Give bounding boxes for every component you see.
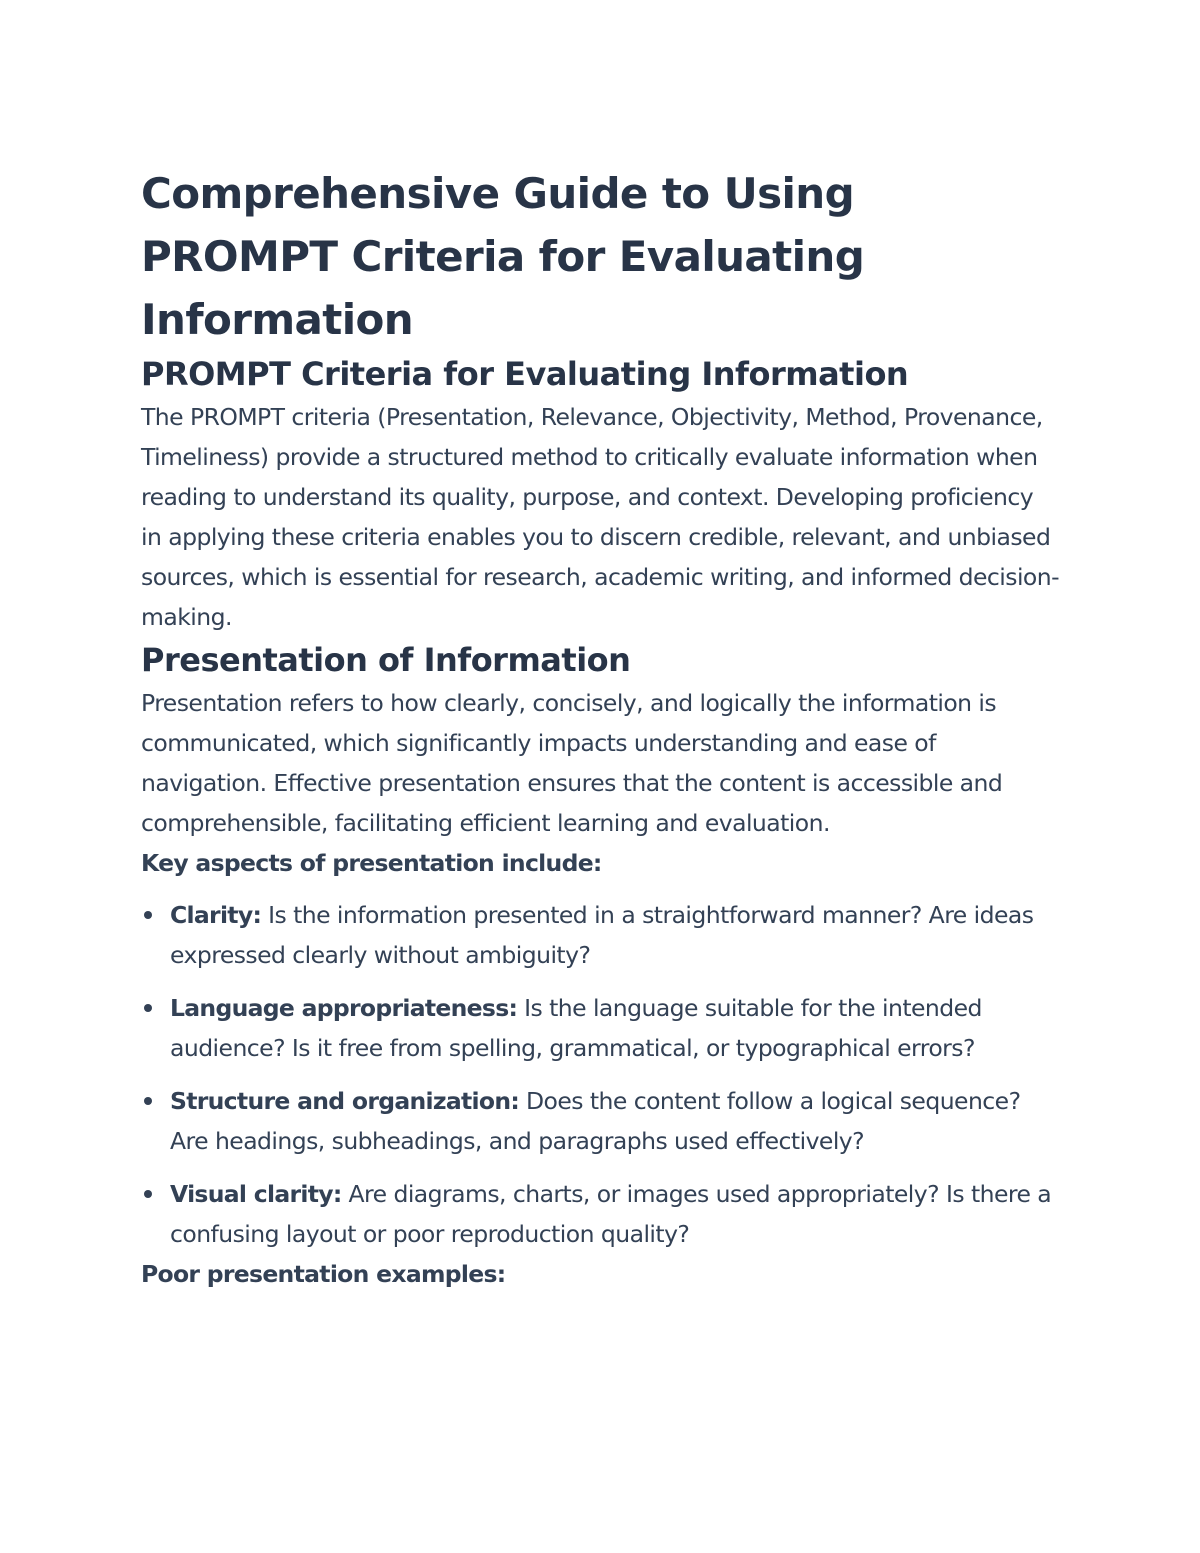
list-item [141,1081,1060,1161]
section-heading-prompt-criteria: PROMPT Criteria for Evaluating Information [141,355,909,393]
section-heading-presentation: Presentation of Information [141,641,631,679]
bullet-icon [144,1190,152,1198]
aspect-term: Structure and organization: [170,1087,520,1115]
presentation-paragraph: Presentation refers to how clearly, concisely, and logically the information is communicated, which significantly impacts understanding and ease of navigation. Effective presentation ensures that the content is accessible and comprehensible, facilitating efficient learning and evaluation. [141,689,1003,837]
aspect-description: Are diagrams, charts, or images used appropriately? Is there a confusing layout or poor reproduction quality? [170,1180,1052,1248]
key-aspects-list [141,895,1060,1254]
list-item [141,1174,1060,1254]
list-item [141,895,1060,975]
aspect-description: Is the language suitable for the intended audience? Is it free from spelling, grammatical, or typographical errors? [170,994,982,1062]
poor-examples-label: Poor presentation examples: [141,1260,506,1288]
intro-paragraph: The PROMPT criteria (Presentation, Relevance, Objectivity, Method, Provenance, Timeliness) provide a structured method to critically evaluate information when reading to understand its quality, purpose, and context. Developing proficiency in applying these criteria enables you to discern credible, relevant, and unbiased sources, which is essential for research, academic writing, and informed decision-making. [141,403,1060,631]
aspect-term: Clarity: [170,901,262,929]
bullet-icon [144,1097,152,1105]
aspect-term: Language appropriateness: [170,994,518,1022]
bullet-icon [144,911,152,919]
aspect-description: Does the content follow a logical sequence? Are headings, subheadings, and paragraphs used effectively? [170,1087,1021,1155]
list-item [141,988,1060,1068]
page-title: Comprehensive Guide to Using PROMPT Criteria for Evaluating Information [141,169,865,344]
key-aspects-label: Key aspects of presentation include: [141,849,602,877]
aspect-description: Is the information presented in a straightforward manner? Are ideas expressed clearly without ambiguity? [170,901,1034,969]
aspect-term: Visual clarity: [170,1180,342,1208]
bullet-icon [144,1004,152,1012]
